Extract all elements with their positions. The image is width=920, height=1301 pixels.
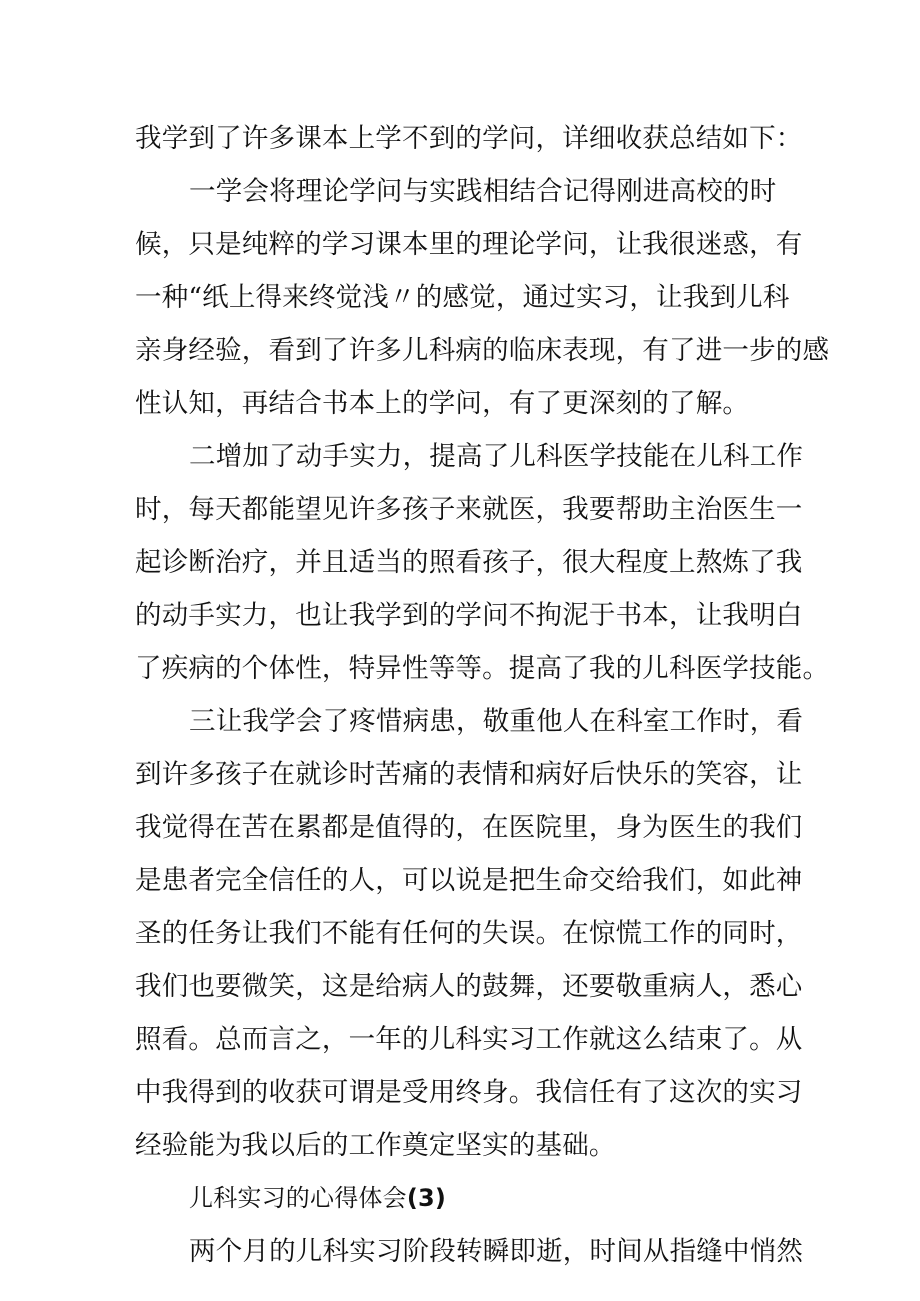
paragraph-start-line: 三让我学会了疼惜病患，敬重他人在科室工作时，看 — [189, 706, 804, 737]
text-line: 我觉得在苦在累都是值得的，在医院里，身为医生的我们 — [135, 812, 803, 843]
text-line: 时，每天都能望见许多孩子来就医，我要帮助主治医生一 — [135, 494, 803, 525]
text-line: 圣的任务让我们不能有任何的失误。在惊慌工作的同时， — [135, 918, 803, 949]
paragraph-start-line: 两个月的儿科实习阶段转瞬即逝，时间从指缝中悄然 — [189, 1236, 804, 1267]
paragraph-start-line: 二增加了动手实力，提高了儿科医学技能在儿科工作 — [189, 441, 804, 472]
text-line: 经验能为我以后的工作奠定坚实的基础。 — [135, 1130, 616, 1161]
text-line: 照看。总而言之，一年的儿科实习工作就这么结束了。从 — [135, 1024, 803, 1055]
section-heading-text: 儿科实习的心得体会 — [189, 1184, 407, 1212]
text-line: 起诊断治疗，并且适当的照看孩子，很大程度上熬炼了我 — [135, 547, 803, 578]
document-body — [135, 112, 830, 1278]
text-line: 我学到了许多课本上学不到的学问，详细收获总结如下： — [135, 123, 803, 154]
text-line: 候，只是纯粹的学习课本里的理论学问，让我很迷惑，有 — [135, 229, 803, 260]
text-line: 中我得到的收获可谓是受用终身。我信任有了这次的实习 — [135, 1077, 803, 1108]
text-line: 性认知，再结合书本上的学问，有了更深刻的了解。 — [135, 388, 750, 419]
text-line: 亲身经验，看到了许多儿科病的临床表现，有了进一步的感 — [135, 335, 830, 366]
section-heading-number: (3) — [406, 1184, 447, 1212]
section-heading — [135, 1172, 800, 1225]
paragraph-start-line: 一学会将理论学问与实践相结合记得刚进高校的时 — [189, 176, 777, 207]
text-line: 到许多孩子在就诊时苦痛的表情和病好后快乐的笑容，让 — [135, 759, 803, 790]
text-line: 是患者完全信任的人，可以说是把生命交给我们，如此神 — [135, 865, 803, 896]
text-line: 了疾病的个体性，特异性等等。提高了我的儿科医学技能。 — [135, 653, 830, 684]
text-line: 一种“纸上得来终觉浅〃的感觉，通过实习，让我到儿科 — [135, 282, 790, 313]
text-line: 我们也要微笑，这是给病人的鼓舞，还要敬重病人，悉心 — [135, 971, 803, 1002]
text-line: 的动手实力，也让我学到的学问不拘泥于书本，让我明白 — [135, 600, 803, 631]
